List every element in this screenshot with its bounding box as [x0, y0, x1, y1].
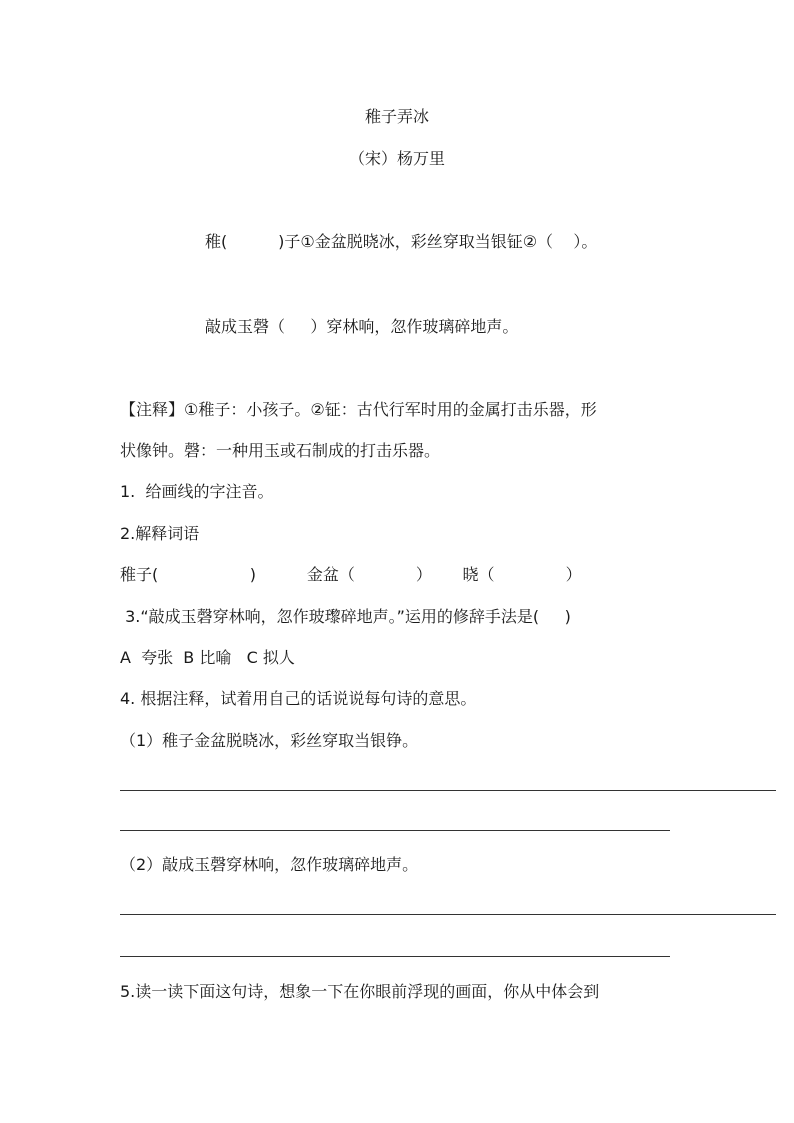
answer-line: [120, 790, 776, 791]
poem-title: 稚子弄冰: [364, 107, 429, 126]
question-2: 2.解释词语: [120, 524, 200, 543]
answer-line: [120, 914, 776, 915]
question-5: 5.读一读下面这句诗，想象一下在你眼前浮现的画面，你从中体会到: [120, 982, 600, 1001]
poem-line-1: 稚( )子①金盆脱晓冰，彩丝穿取当银钲②（ ）。: [205, 232, 598, 251]
answer-line: [120, 956, 670, 957]
question-1: 1. 给画线的字注音。: [120, 482, 274, 501]
question-4-part-1: （1）稚子金盆脱晓冰，彩丝穿取当银铮。: [120, 731, 419, 750]
question-3: 3.“敲成玉磬穿林响，忽作玻瓈碎地声。”运用的修辞手法是( ): [120, 607, 571, 626]
question-3-options: A 夸张 B 比喻 C 拟人: [120, 648, 295, 667]
answer-line: [120, 830, 670, 831]
poem-line-2: 敲成玉磬（ ）穿林响，忽作玻璃碎地声。: [205, 317, 519, 336]
poem-author: （宋）杨万里: [348, 149, 445, 168]
notes-line-1: 【注释】①稚子：小孩子。②钲：古代行军时用的金属打击乐器，形: [120, 400, 597, 419]
question-4-part-2: （2）敲成玉磬穿林响，忽作玻璃碎地声。: [120, 855, 419, 874]
question-4: 4. 根据注释，试着用自己的话说说每句诗的意思。: [120, 689, 477, 708]
notes-line-2: 状像钟。磬：一种用玉或石制成的打击乐器。: [120, 441, 441, 460]
question-2-terms: 稚子( ) 金盆（ ） 晓（ ）: [120, 565, 582, 584]
